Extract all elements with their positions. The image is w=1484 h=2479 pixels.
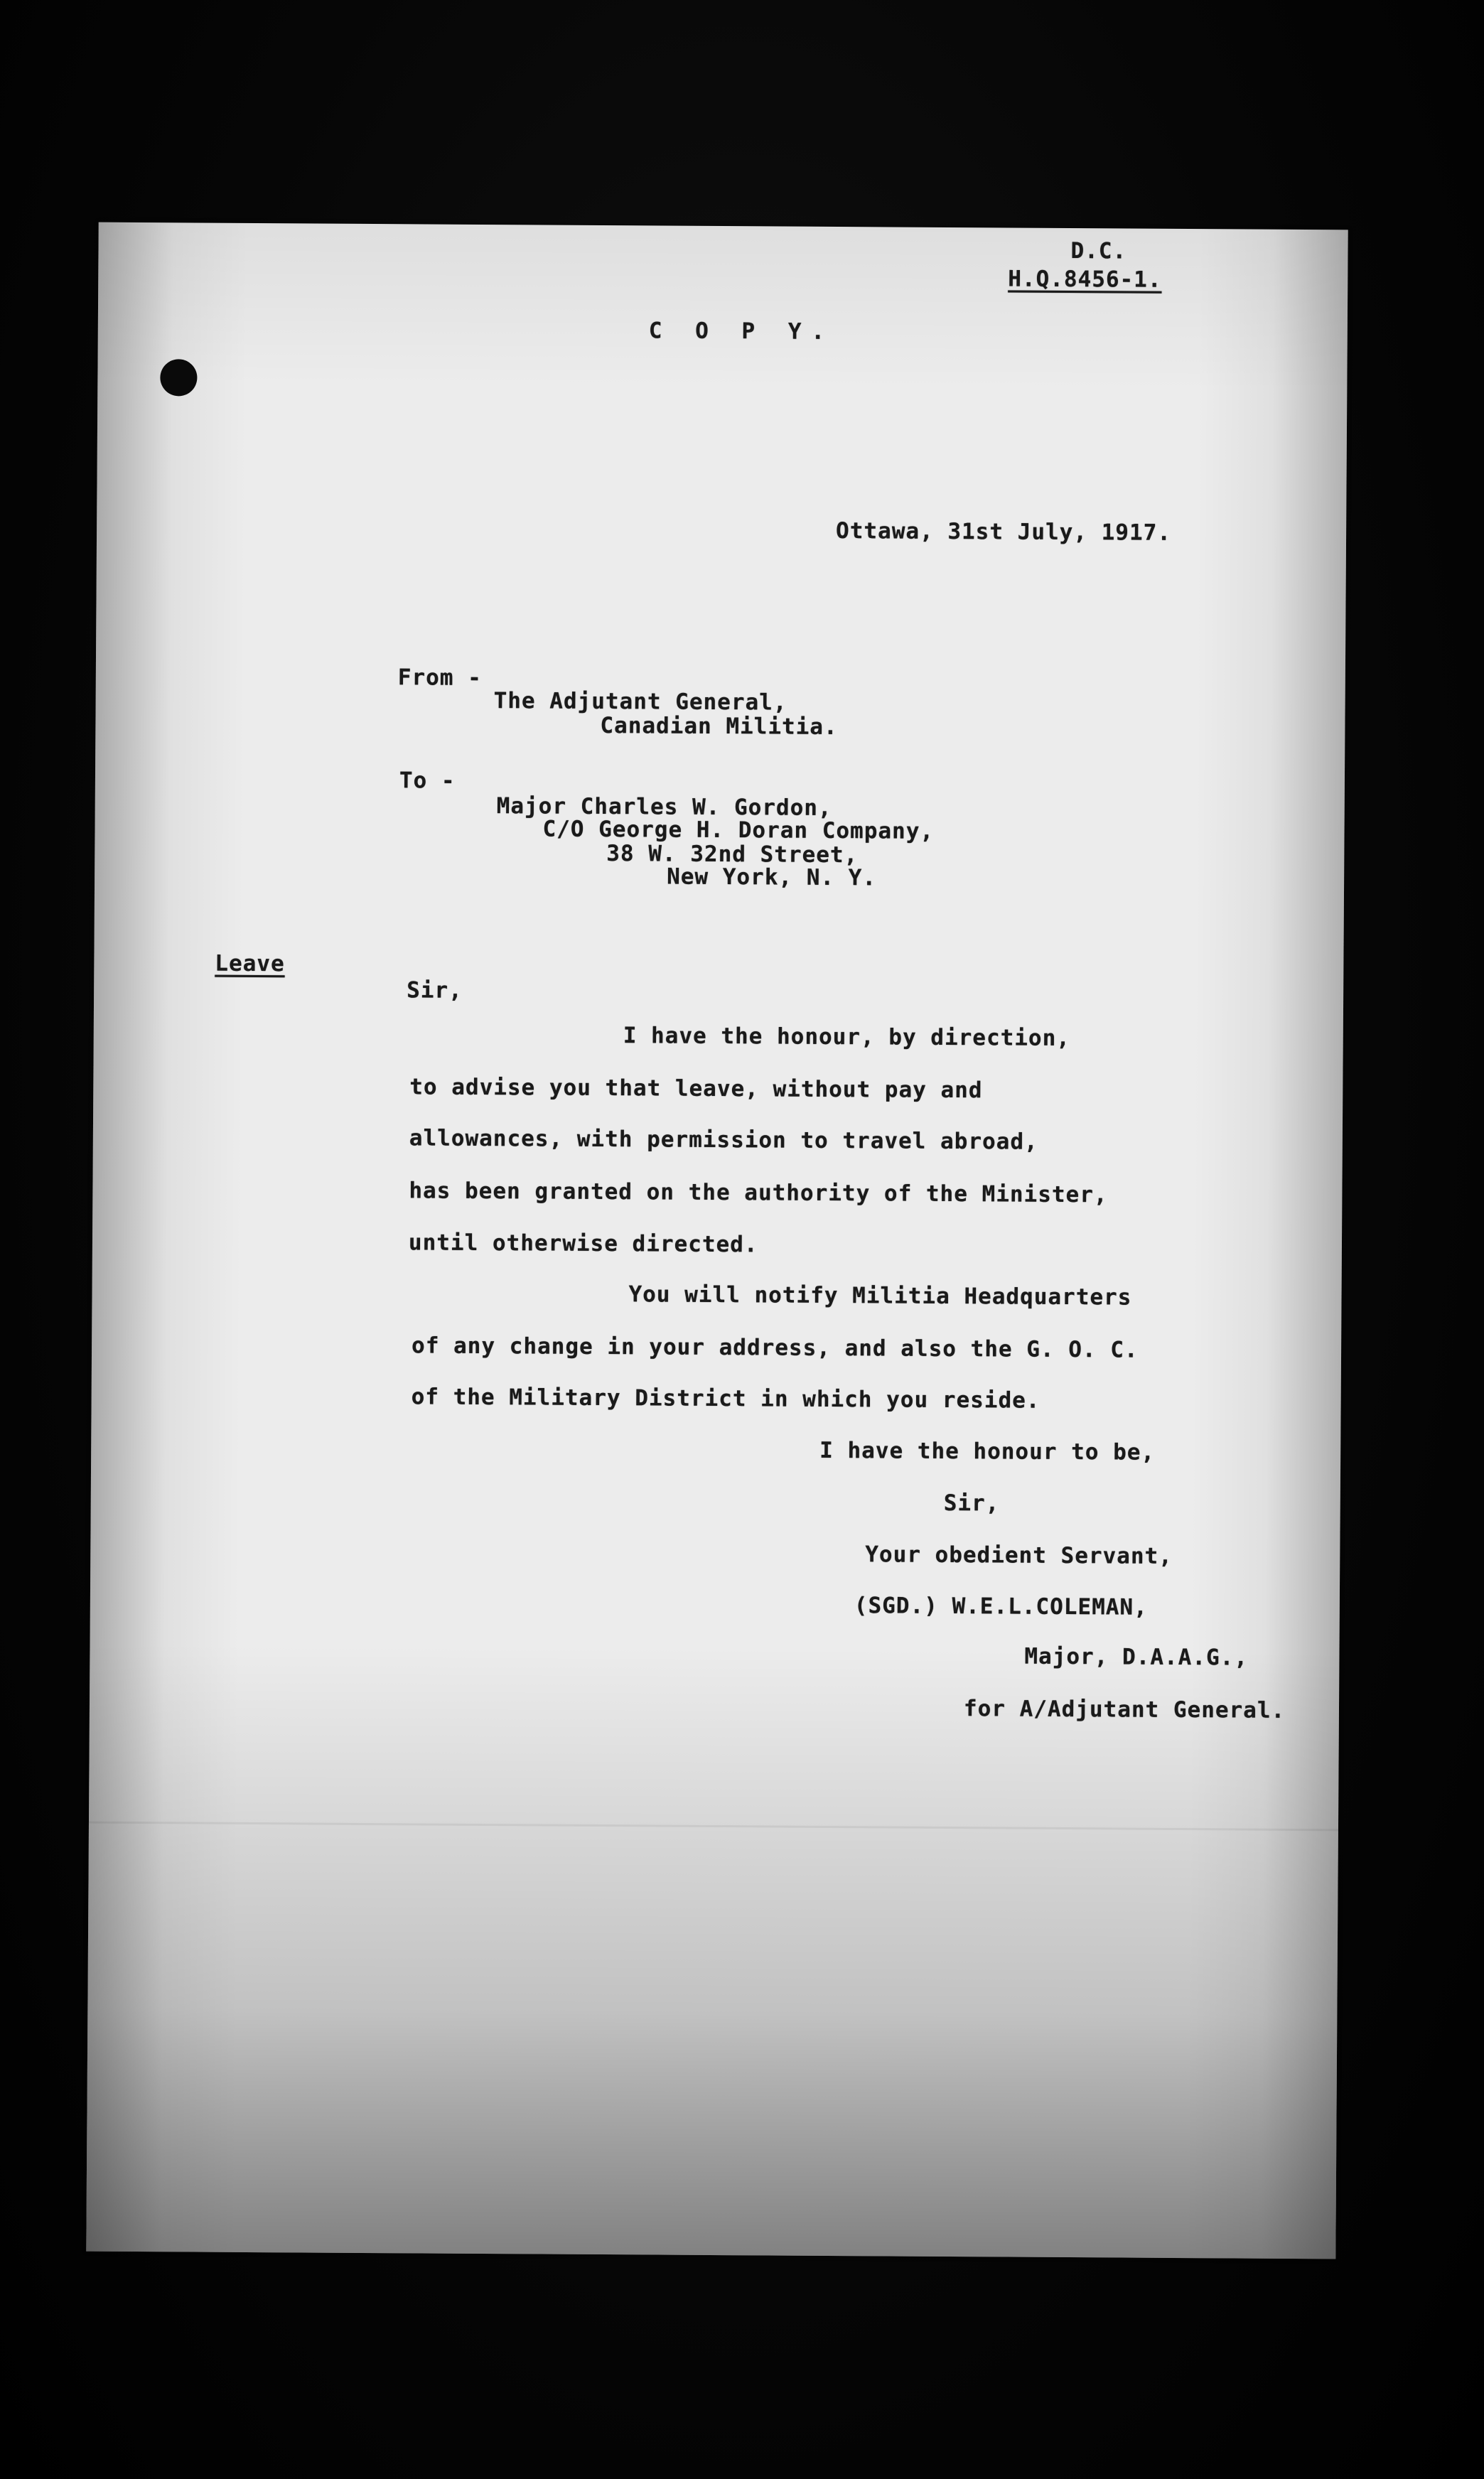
file-ref-line1: D.C.: [1070, 238, 1127, 264]
body-line: of any change in your address, and also the G. O. C.: [411, 1333, 1139, 1363]
closing-line: I have the honour to be,: [819, 1437, 1156, 1466]
body-line: has been granted on the authority of the Minister,: [409, 1178, 1108, 1208]
body-line: of the Military District in which you reside.: [411, 1384, 1041, 1414]
signature-line: (SGD.) W.E.L.COLEMAN,: [854, 1593, 1148, 1620]
margin-note: Leave: [215, 950, 285, 977]
letter-sheet: [86, 222, 1348, 2259]
from-line1: The Adjutant General,: [493, 688, 787, 716]
closing-line: Sir,: [943, 1490, 1000, 1517]
to-line4: New York, N. Y.: [667, 864, 877, 891]
rank-line: Major, D.A.A.G.,: [1024, 1643, 1249, 1671]
copy-heading: C O P Y.: [648, 318, 835, 345]
authority-line: for A/Adjutant General.: [963, 1696, 1286, 1724]
paper-fold-line: [89, 1822, 1338, 1832]
body-line: You will notify Militia Headquarters: [628, 1281, 1132, 1311]
body-line: allowances, with permission to travel abroad,: [409, 1125, 1038, 1155]
from-line2: Canadian Militia.: [600, 712, 838, 741]
from-label: From -: [397, 665, 482, 691]
closing-line: Your obedient Servant,: [865, 1542, 1173, 1569]
to-label: To -: [399, 768, 456, 794]
body-line: to advise you that leave, without pay and: [409, 1074, 983, 1104]
body-line: I have the honour, by direction,: [623, 1023, 1071, 1052]
to-line2: C/O George H. Doran Company,: [542, 816, 935, 844]
punch-hole: [160, 359, 197, 396]
place-date: Ottawa, 31st July, 1917.: [835, 518, 1172, 546]
body-line: until otherwise directed.: [408, 1230, 758, 1258]
to-line1: Major Charles W. Gordon,: [496, 793, 832, 821]
to-line3: 38 W. 32nd Street,: [606, 841, 859, 869]
file-ref-line2: H.Q.8456-1.: [1008, 266, 1162, 293]
salutation: Sir,: [407, 977, 463, 1004]
